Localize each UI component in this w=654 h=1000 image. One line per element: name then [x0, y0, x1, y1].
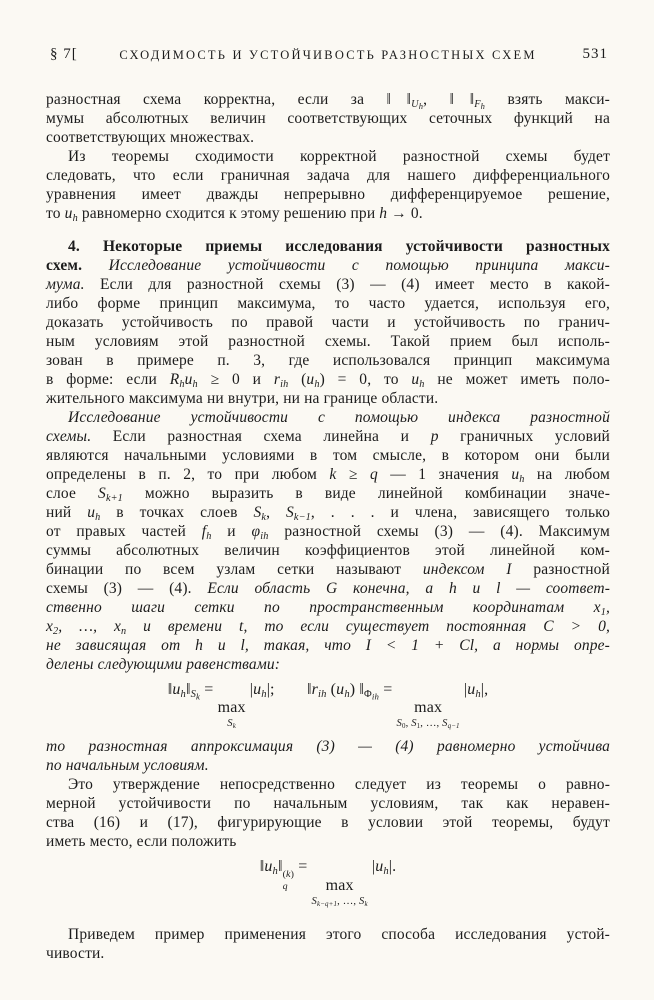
text-segment: являются начальными условиями в том смысле, в котором они были	[46, 447, 610, 464]
text-line	[46, 185, 610, 204]
max-operator	[218, 700, 246, 730]
text-line	[46, 256, 610, 275]
text-segment: жительного максимума ни внутри, ни на границе области.	[46, 390, 439, 407]
text-segment: можно выразить в виде линейной комбинации значе-	[122, 485, 610, 502]
text-segment: h	[480, 101, 486, 112]
text-segment: S	[285, 504, 294, 521]
text-segment: равномерно сходится к этому решению при	[77, 205, 380, 222]
text-segment: , …,	[58, 618, 114, 635]
text-segment: 1	[600, 607, 606, 619]
text-segment: h	[379, 205, 388, 222]
page-number: 531	[582, 46, 608, 62]
text-segment: по начальным условиям.	[46, 757, 209, 775]
text-segment: |,	[480, 681, 489, 698]
text-line	[46, 465, 610, 484]
text-segment: Если для разностной схемы (3) — (4) имеет место в какой-	[84, 276, 610, 293]
text-line	[46, 655, 610, 674]
text-segment: S	[98, 485, 106, 502]
text-line	[46, 503, 610, 522]
text-segment: h	[475, 689, 481, 701]
text-segment: ≥	[336, 466, 370, 483]
text-segment: мума.	[46, 276, 85, 293]
text-segment: S	[359, 895, 365, 907]
page-body	[46, 90, 610, 963]
text-line	[46, 166, 610, 185]
text-segment: 2	[53, 626, 59, 638]
text-segment: =	[200, 681, 218, 698]
text-segment: n	[121, 626, 127, 638]
text-line	[46, 775, 610, 794]
text-segment: h	[272, 866, 278, 878]
text-segment: S	[190, 689, 197, 701]
text-segment: max	[414, 699, 443, 717]
text-segment: k+1	[105, 493, 123, 505]
text-segment: ‖ ‖	[449, 91, 475, 108]
text-segment: u	[411, 371, 420, 388]
max-operator	[312, 878, 368, 908]
text-segment: u	[375, 858, 384, 876]
text-segment: ) = 0, то	[319, 371, 412, 388]
text-segment: ‖	[306, 681, 312, 698]
text-segment: в форме: если	[46, 371, 170, 388]
text-segment: схемы (3) — (4).	[46, 580, 208, 597]
max-operator	[397, 700, 460, 730]
text-segment: доказать устойчивость по правой части и устойчивость по гранич-	[46, 314, 610, 331]
text-line	[46, 237, 610, 256]
text-segment: соответствующих множествах.	[46, 129, 255, 146]
text-segment: u	[467, 681, 476, 698]
text-segment: S	[396, 718, 402, 730]
text-segment: u	[253, 681, 262, 698]
text-line	[46, 147, 610, 166]
text-segment: мерной устойчивости по начальным условиям, так как неравен-	[46, 795, 610, 813]
text-segment: ih	[371, 691, 380, 702]
text-segment: , . . . и члена, зависящего только	[310, 504, 610, 521]
text-segment: на любом	[524, 466, 610, 483]
text-segment: чивости.	[46, 944, 105, 962]
text-segment: , …,	[337, 895, 359, 907]
text-segment: q−1	[447, 722, 460, 731]
text-line	[46, 756, 610, 775]
text-line	[46, 541, 610, 560]
text-segment: |	[245, 681, 254, 698]
text-line	[46, 408, 610, 427]
text-segment: (	[288, 371, 307, 388]
text-segment: , …,	[420, 718, 443, 730]
text-segment: делены следующими равенствами:	[46, 656, 281, 673]
text-line	[46, 579, 610, 598]
text-segment: F	[474, 99, 481, 111]
text-segment: =	[379, 681, 397, 698]
text-segment: x	[593, 599, 601, 616]
text-segment: определены в п. 2, то при любом	[46, 466, 330, 483]
text-segment: k	[261, 512, 267, 524]
text-segment: r	[311, 681, 319, 698]
text-segment: S	[411, 718, 417, 730]
text-segment: ным условиям этой разностной схемы. Такой прием был исполь-	[46, 333, 610, 350]
text-line	[46, 109, 610, 128]
text-line	[46, 351, 610, 370]
text-segment: Исследование устойчивости с помощью индекса разностной	[68, 409, 610, 426]
text-segment: Если разностная схема линейна и	[91, 428, 431, 445]
page-header	[46, 46, 610, 66]
text-segment: 1	[416, 722, 421, 731]
text-segment: ) ‖	[349, 681, 365, 698]
text-segment: ,	[405, 718, 412, 730]
text-line	[46, 794, 610, 813]
text-segment: ства (16) и (17), фигурирующие в условии этой теоремы, будут	[46, 814, 610, 832]
text-segment: |;	[266, 681, 275, 698]
text-segment: h	[95, 512, 101, 524]
text-segment: не может иметь поло-	[424, 371, 610, 388]
text-segment: то	[46, 205, 65, 222]
text-segment: разностной	[511, 561, 611, 578]
text-segment: max	[217, 699, 246, 717]
text-segment: в точках слоев	[100, 504, 254, 521]
text-segment: h	[179, 379, 185, 391]
text-segment: то разностная аппроксимация (3) — (4) равномерно устойчива	[46, 738, 610, 756]
text-segment: 4. Некоторые приемы исследования устойчивости разностных	[68, 238, 610, 255]
text-line	[46, 204, 610, 223]
vertical-space	[46, 223, 610, 237]
text-segment: k	[232, 722, 236, 731]
text-segment: h	[180, 689, 186, 701]
text-segment: следовать, что если граничная задача для нашего дифференциального	[46, 167, 610, 184]
text-segment: ний	[46, 504, 88, 521]
text-segment: зован в примере п. 3, где использовался принцип максимума	[46, 352, 610, 369]
text-line	[46, 925, 610, 944]
text-line	[46, 294, 610, 313]
text-segment: h	[419, 379, 425, 391]
display-formula	[46, 858, 610, 907]
text-segment: h	[72, 213, 78, 225]
text-segment: k−q+1	[316, 899, 338, 908]
text-segment: Из теоремы сходимости корректной разностной схемы будет	[68, 148, 610, 165]
text-segment: x	[114, 618, 122, 635]
text-line	[46, 737, 610, 756]
text-segment: Приведем пример применения этого способа исследования устой-	[68, 925, 610, 943]
section-marker: § 7[	[50, 46, 78, 62]
text-segment: индексом I	[422, 561, 512, 578]
text-segment: разностная схема корректна, если за	[46, 91, 387, 108]
text-segment: ‖	[185, 681, 191, 698]
text-segment: φ	[251, 523, 261, 540]
text-line	[46, 560, 610, 579]
text-segment: ‖	[167, 681, 173, 698]
text-segment: граничных условий	[438, 428, 610, 445]
text-segment: k	[364, 899, 368, 908]
text-segment: не зависящая от h и l, такая, что I < 1 + Cl, а нормы опре-	[46, 637, 610, 654]
text-segment: — 1 значения	[377, 466, 512, 483]
text-segment: u	[64, 205, 73, 222]
display-formula	[46, 681, 610, 730]
text-segment: p	[430, 428, 439, 445]
text-segment: U	[411, 99, 419, 111]
text-segment: суммы абсолютных величин коэффициентов этой линейной ком-	[46, 542, 610, 559]
text-segment: q	[282, 880, 288, 892]
text-segment: |	[459, 681, 468, 698]
text-segment: бинации по всем узлам сетки называют	[46, 561, 423, 578]
text-segment: h	[383, 866, 389, 878]
text-line	[46, 370, 610, 389]
text-segment: ih	[280, 379, 289, 391]
text-segment: от правых частей	[46, 523, 202, 540]
text-segment: взять макси-	[485, 91, 610, 108]
text-segment: x	[46, 618, 54, 635]
text-line	[46, 617, 610, 636]
text-segment: либо форме принцип максимума, то часто удается, используя его,	[46, 295, 610, 312]
text-segment: ственно шаги сетки по пространственным координатам	[46, 599, 594, 616]
text-segment: 0	[401, 722, 406, 731]
text-segment: R	[169, 371, 180, 388]
text-segment: k−1	[293, 512, 311, 524]
text-segment: иметь место, если положить	[46, 833, 237, 851]
text-segment: max	[325, 876, 354, 894]
text-segment: S	[253, 504, 262, 521]
text-segment: ,	[266, 504, 286, 521]
text-segment: u	[87, 504, 96, 521]
text-segment: ‖	[259, 858, 265, 876]
text-line	[46, 944, 610, 963]
text-segment: мумы абсолютных величин соответствующих сеточных функций на	[46, 110, 610, 127]
text-segment: и	[211, 523, 252, 540]
text-segment: )	[290, 868, 295, 880]
text-segment: r	[273, 371, 281, 388]
text-segment: h	[261, 689, 267, 701]
text-segment: h	[206, 531, 212, 543]
text-line	[46, 598, 610, 617]
text-segment: Φ	[364, 689, 372, 701]
text-segment: h	[192, 379, 198, 391]
text-line	[46, 813, 610, 832]
running-title: СХОДИМОСТЬ И УСТОЙЧИВОСТЬ РАЗНОСТНЫХ СХЕМ	[119, 48, 537, 62]
text-segment: u	[172, 681, 181, 698]
text-line	[46, 484, 610, 503]
text-line	[46, 128, 610, 147]
text-segment: |.	[388, 858, 397, 876]
text-segment: уравнения имеет дважды непрерывно дифференцируемое решение,	[46, 186, 610, 203]
text-segment: h	[519, 474, 525, 486]
text-segment: h	[418, 101, 424, 112]
text-segment: f	[201, 523, 207, 540]
text-segment: q	[369, 466, 378, 483]
text-segment: разностной схемы (3) — (4). Максимум	[268, 523, 610, 540]
text-line	[46, 275, 610, 294]
text-segment	[82, 257, 109, 274]
text-segment: ‖ ‖	[386, 91, 412, 108]
text-segment: h	[344, 689, 350, 701]
text-segment: u	[306, 371, 315, 388]
text-segment: слое	[46, 485, 99, 502]
text-segment: =	[294, 858, 312, 876]
text-segment: (	[326, 681, 337, 698]
vertical-space	[46, 915, 610, 925]
text-segment: Если область G конечна, а h и l — соответ-	[207, 580, 611, 597]
text-segment: u	[336, 681, 345, 698]
text-segment: S	[442, 718, 448, 730]
text-segment: ,	[423, 91, 450, 108]
text-segment: k	[286, 868, 291, 880]
text-segment: ih	[318, 689, 327, 701]
text-segment: схем.	[46, 257, 83, 274]
text-line	[46, 832, 610, 851]
text-line	[46, 332, 610, 351]
text-line	[46, 522, 610, 541]
text-line	[46, 636, 610, 655]
text-segment: u	[184, 371, 193, 388]
text-segment: k	[196, 691, 201, 702]
text-segment	[275, 681, 307, 698]
text-line	[46, 313, 610, 332]
text-segment: S	[311, 895, 317, 907]
text-segment: ‖	[277, 858, 283, 876]
text-segment: схемы.	[46, 428, 92, 445]
text-line	[46, 446, 610, 465]
text-segment: (	[282, 868, 287, 880]
text-segment: |	[367, 858, 376, 876]
text-segment: k	[329, 466, 337, 483]
text-segment: u	[511, 466, 520, 483]
text-line	[46, 90, 610, 112]
text-segment: ≥ 0 и	[197, 371, 274, 388]
text-line	[46, 389, 610, 408]
text-segment: Исследование устойчивости с помощью принципа макси-	[108, 257, 610, 274]
text-segment: ih	[260, 531, 269, 543]
text-segment: Это утверждение непосредственно следует из теоремы о равно-	[68, 776, 610, 794]
sup-sub-pair	[283, 870, 294, 892]
text-segment: S	[227, 718, 233, 730]
text-segment: → 0.	[387, 205, 423, 222]
text-line	[46, 427, 610, 446]
text-segment: h	[314, 379, 320, 391]
text-segment: и времени t, то если существует постоянная C > 0,	[126, 618, 610, 635]
text-segment: u	[264, 858, 273, 876]
text-segment: ,	[605, 599, 610, 616]
